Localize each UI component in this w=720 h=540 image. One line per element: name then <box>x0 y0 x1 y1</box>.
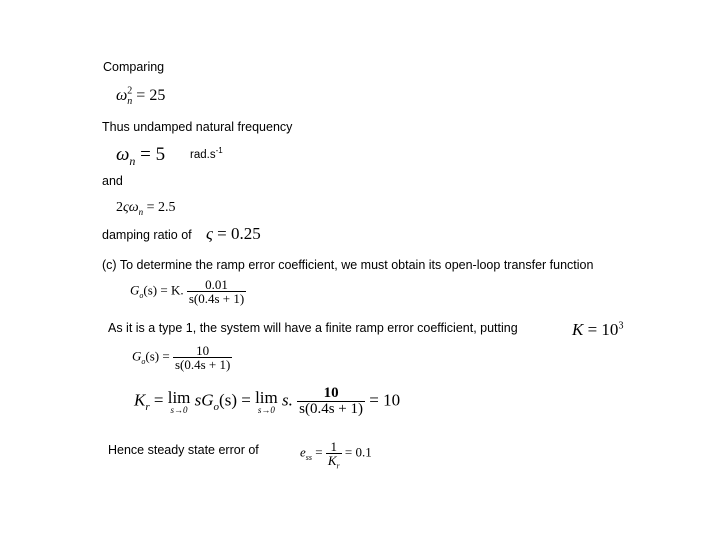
text-rad-unit: $rad.s^{-1}$ <box>190 146 223 161</box>
equation-omega-squared: $\omega^2_n = 25$ <box>116 85 166 108</box>
text-and: and <box>102 174 123 188</box>
equation-two-zeta-omega: $2\varsigma\omega_n = 2.5$ <box>116 200 176 217</box>
equation-steady-state-error: $e_{ss}$ = $\frac{1}{K_r}$ = 0.1 <box>300 439 372 471</box>
text-part-c: (c) To determine the ramp error coefficient, we must obtain its open-loop transfer function <box>102 258 594 272</box>
text-comparing: Comparing <box>103 60 165 74</box>
text-type1-statement: As it is a type 1, the system will have a finite ramp error coefficient, putting <box>108 321 518 335</box>
equation-zeta: ς = 0.25 <box>206 224 261 243</box>
text-undamped-frequency: Thus undamped natural frequency <box>102 120 293 134</box>
text-hence-sse: Hence steady state error of <box>108 443 259 457</box>
equation-omega-n: $\omega_n = 5$ <box>116 144 166 168</box>
equation-open-loop-tf-substituted: $G_o(s)$ = $\frac{10}{s(0.4s + 1)}$ <box>132 343 231 372</box>
equation-open-loop-tf: $G_o(s) = K$. $\frac{0.01}{s(0.4s + 1)}$ <box>130 277 245 306</box>
equation-k-value: $K = 10^3$ <box>572 320 624 339</box>
text-damping-ratio: damping ratio of <box>102 228 192 242</box>
equation-ramp-error-coefficient: $K_r = \lim$ s→0 $sG_o(s) = \lim$ s→0 s. $\frac{10}{s(0.4s + 1)}$ = 10 <box>134 385 401 417</box>
